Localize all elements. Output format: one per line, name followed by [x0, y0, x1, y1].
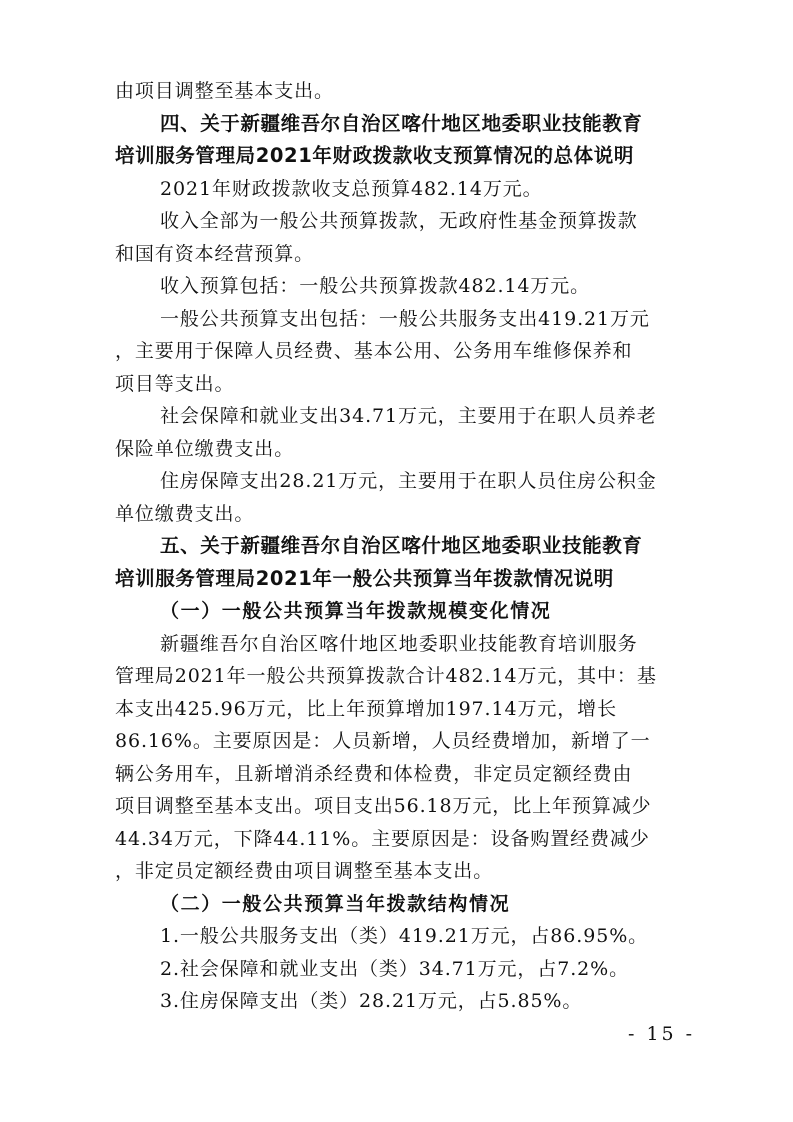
text-line: 由项目调整至基本支出。: [115, 80, 334, 102]
subsection-heading: （一）一般公共预算当年拨款规模变化情况: [160, 600, 552, 622]
text-line: 社会保障和就业支出34.71万元，主要用于在职人员养老: [160, 405, 657, 427]
section-heading: 培训服务管理局2021年一般公共预算当年拨款情况说明: [115, 567, 614, 590]
text-line: 收入全部为一般公共预算拨款，无政府性基金预算拨款: [160, 210, 638, 232]
section-heading: 四、关于新疆维吾尔自治区喀什地区地委职业技能教育: [160, 112, 643, 135]
text-line: ，主要用于保障人员经费、基本公用、公务用车维修保养和: [115, 340, 633, 362]
list-item: 3.住房保障支出（类）28.21万元，占5.85%。: [160, 990, 583, 1012]
text-line: 保险单位缴费支出。: [115, 438, 295, 460]
page-number: - 15 -: [628, 1023, 696, 1045]
text-line: 86.16%。主要原因是：人员新增，人员经费增加，新增了一: [115, 730, 651, 752]
text-line: 新疆维吾尔自治区喀什地区地委职业技能教育培训服务: [160, 633, 638, 655]
subsection-heading: （二）一般公共预算当年拨款结构情况: [160, 893, 511, 915]
section-heading: 培训服务管理局2021年财政拨款收支预算情况的总体说明: [115, 144, 634, 167]
text-line: 住房保障支出28.21万元，主要用于在职人员住房公积金: [160, 470, 657, 492]
text-line: 2021年财政拨款收支总预算482.14万元。: [160, 178, 543, 200]
text-line: ，非定员定额经费由项目调整至基本支出。: [115, 860, 494, 882]
text-line: 一般公共预算支出包括：一般公共服务支出419.21万元: [160, 308, 650, 330]
text-line: 收入预算包括：一般公共预算拨款482.14万元。: [160, 275, 591, 297]
text-line: 单位缴费支出。: [115, 503, 255, 525]
text-line: 本支出425.96万元，比上年预算增加197.14万元，增长: [115, 698, 617, 720]
section-heading: 五、关于新疆维吾尔自治区喀什地区地委职业技能教育: [160, 534, 643, 557]
list-item: 1.一般公共服务支出（类）419.21万元，占86.95%。: [160, 925, 649, 947]
text-line: 辆公务用车，且新增消杀经费和体检费，非定员定额经费由: [115, 763, 633, 785]
text-line: 项目等支出。: [115, 373, 235, 395]
text-line: 44.34万元，下降44.11%。主要原因是：设备购置经费减少: [115, 828, 650, 850]
list-item: 2.社会保障和就业支出（类）34.71万元，占7.2%。: [160, 958, 629, 980]
text-line: 和国有资本经营预算。: [115, 243, 315, 265]
text-line: 管理局2021年一般公共预算拨款合计482.14万元，其中：基: [115, 665, 657, 687]
text-line: 项目调整至基本支出。项目支出56.18万元，比上年预算减少: [115, 795, 652, 817]
